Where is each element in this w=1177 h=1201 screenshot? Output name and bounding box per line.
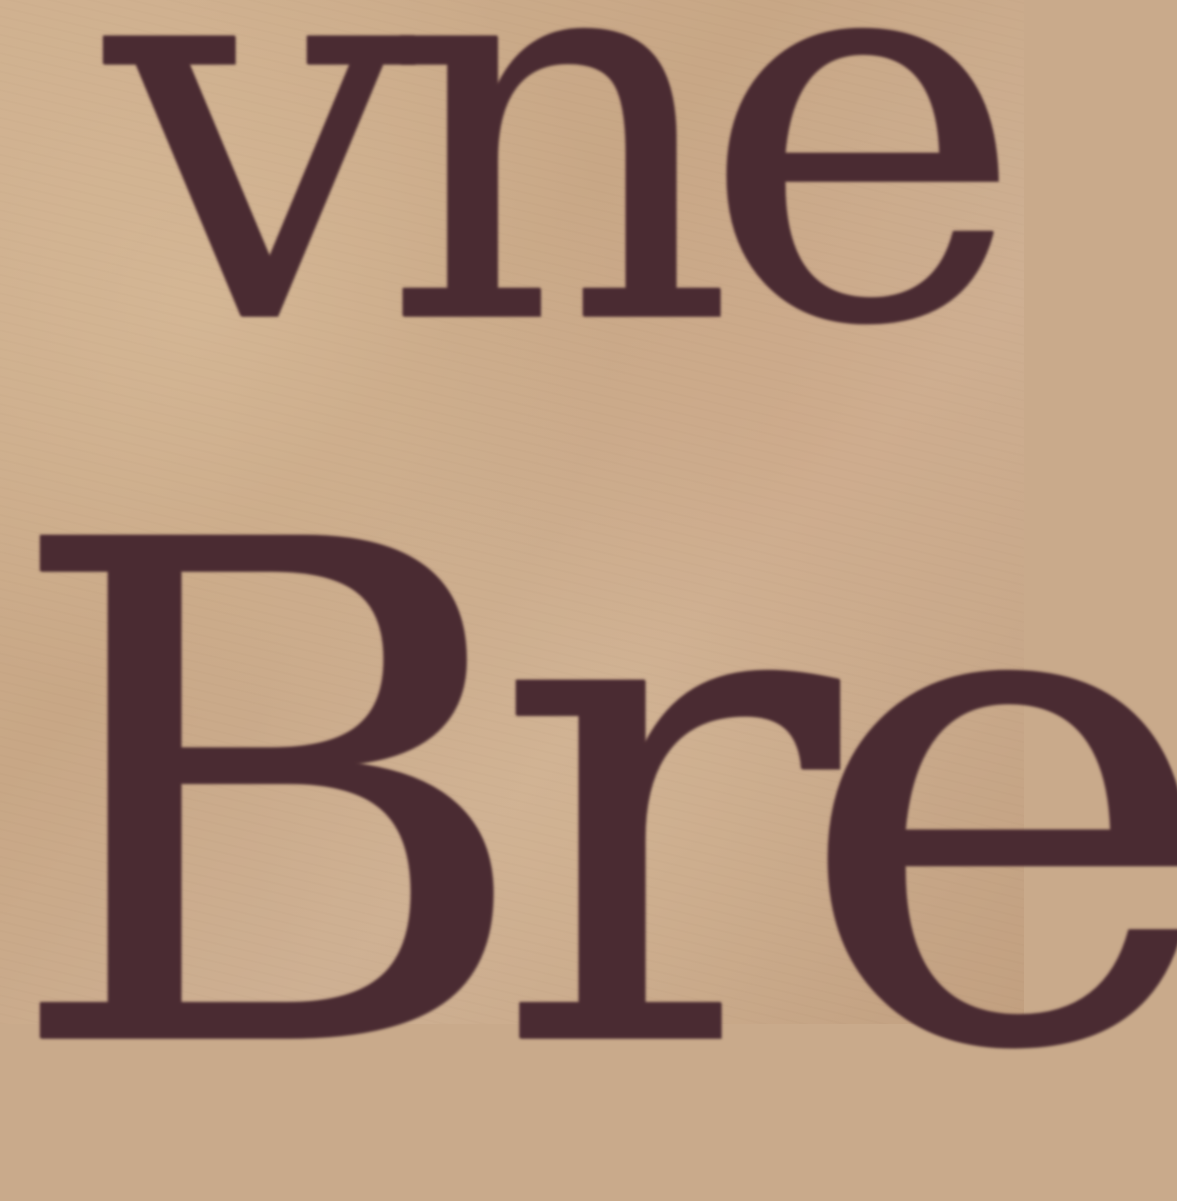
bottom-text-fragment: Bre — [0, 398, 1177, 1201]
top-text-fragment: vne — [105, 0, 990, 444]
